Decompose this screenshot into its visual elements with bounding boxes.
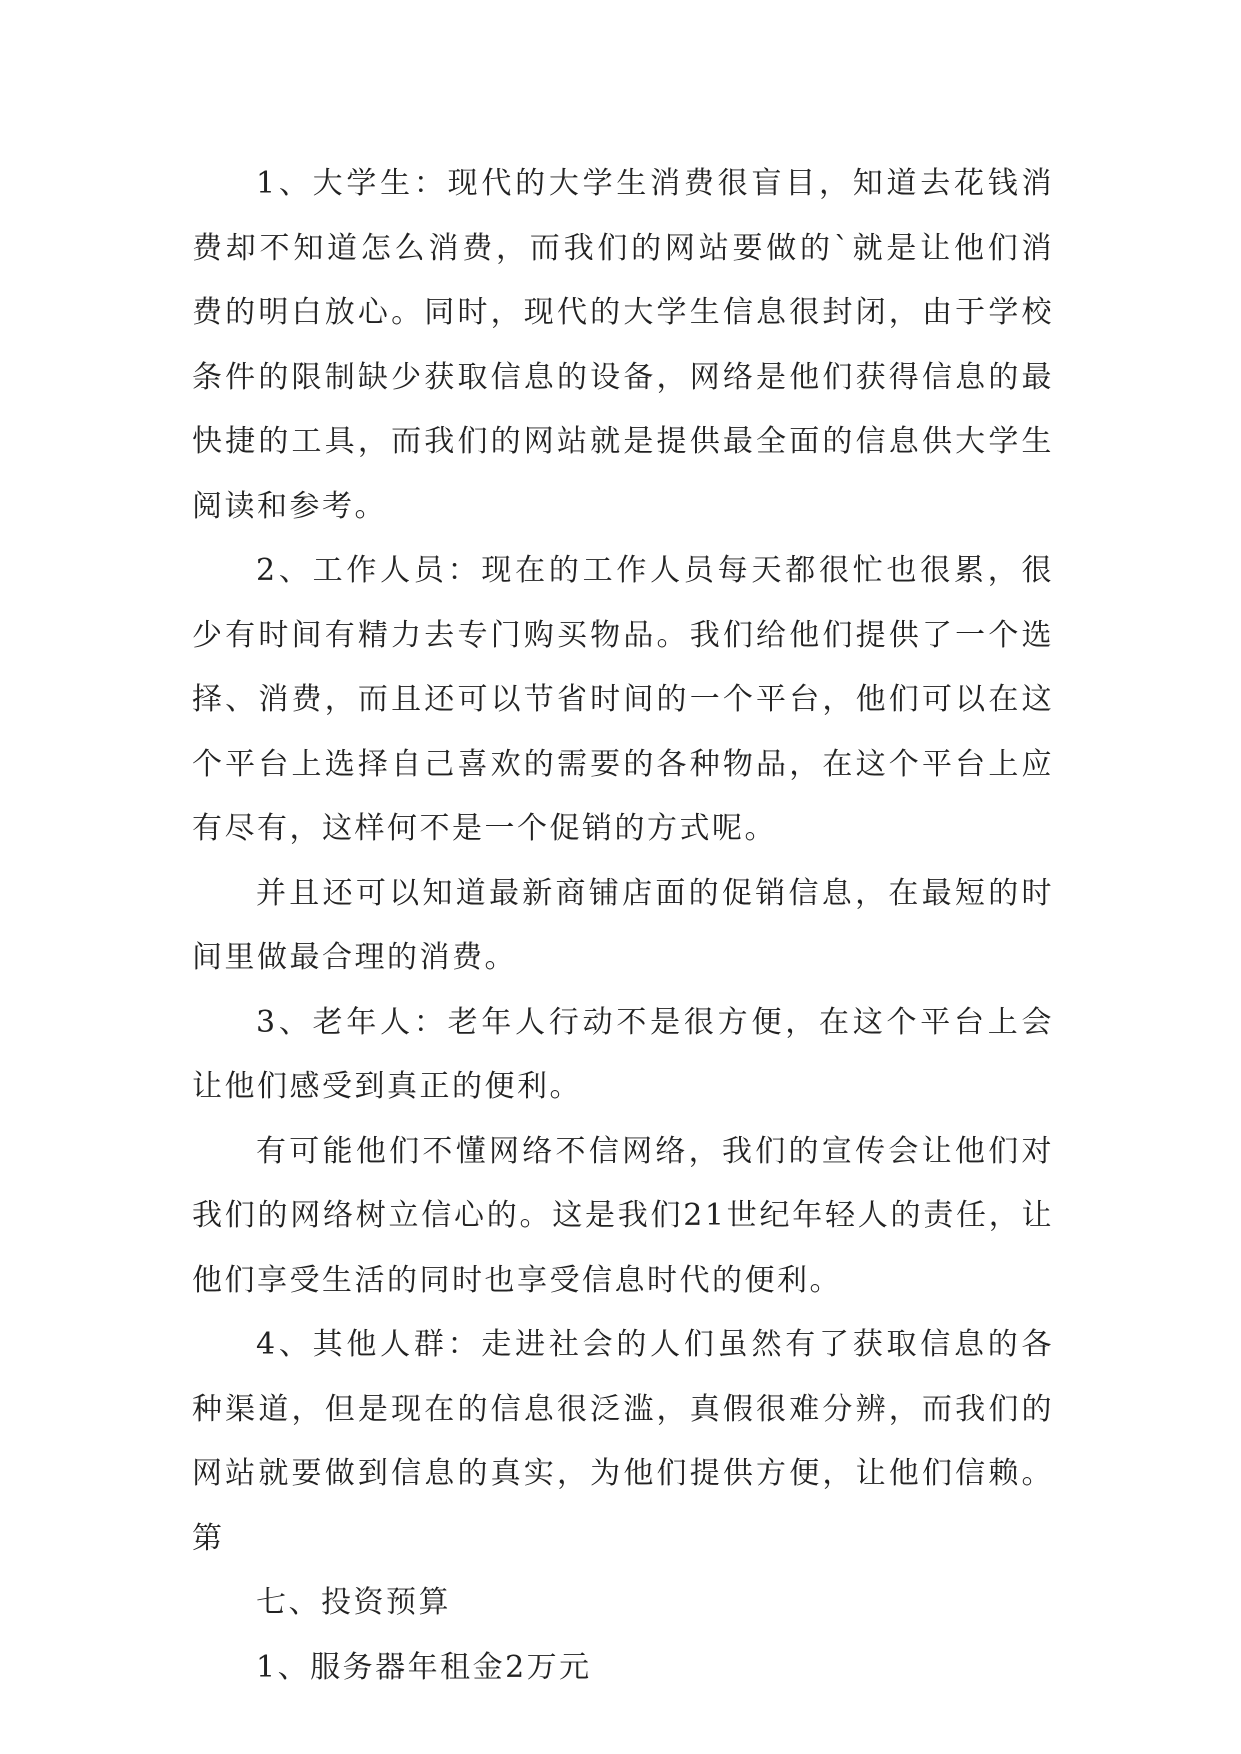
paragraph-promotions: 并且还可以知道最新商铺店面的促销信息，在最短的时间里做最合理的消费。	[192, 875, 1054, 975]
paragraph-workers: 2、工作人员：现在的工作人员每天都很忙也很累，很少有时间有精力去专门购买物品。我们给他们提供了一个选择、消费，而且还可以节省时间的一个平台，他们可以在这个平台上选择自己喜欢的需要的各种物品，在这个平台上应有尽有，这样何不是一个促销的方式呢。	[192, 553, 1054, 846]
paragraph-trust: 有可能他们不懂网络不信网络，我们的宣传会让他们对我们的网络树立信心的。这是我们21世纪年轻人的责任，让他们享受生活的同时也享受信息时代的便利。	[192, 1133, 1054, 1298]
paragraph-students: 1、大学生：现代的大学生消费很盲目，知道去花钱消费却不知道怎么消费，而我们的网站要做的`就是让他们消费的明白放心。同时，现代的大学生信息很封闭，由于学校条件的限制缺少获取信息的设备，网络是他们获得信息的最快捷的工具，而我们的网站就是提供最全面的信息供大学生阅读和参考。	[192, 166, 1054, 524]
paragraph-server-rent: 1、服务器年租金2万元	[256, 1649, 592, 1685]
document-body	[192, 152, 1054, 1700]
section-heading-budget: 七、投资预算	[256, 1585, 451, 1620]
paragraph-others: 4、其他人群：走进社会的人们虽然有了获取信息的各种渠道，但是现在的信息很泛滥，真假很难分辨，而我们的网站就要做到信息的真实，为他们提供方便，让他们信赖。第	[192, 1327, 1054, 1556]
paragraph-elderly: 3、老年人：老年人行动不是很方便，在这个平台上会让他们感受到真正的便利。	[192, 1004, 1054, 1104]
